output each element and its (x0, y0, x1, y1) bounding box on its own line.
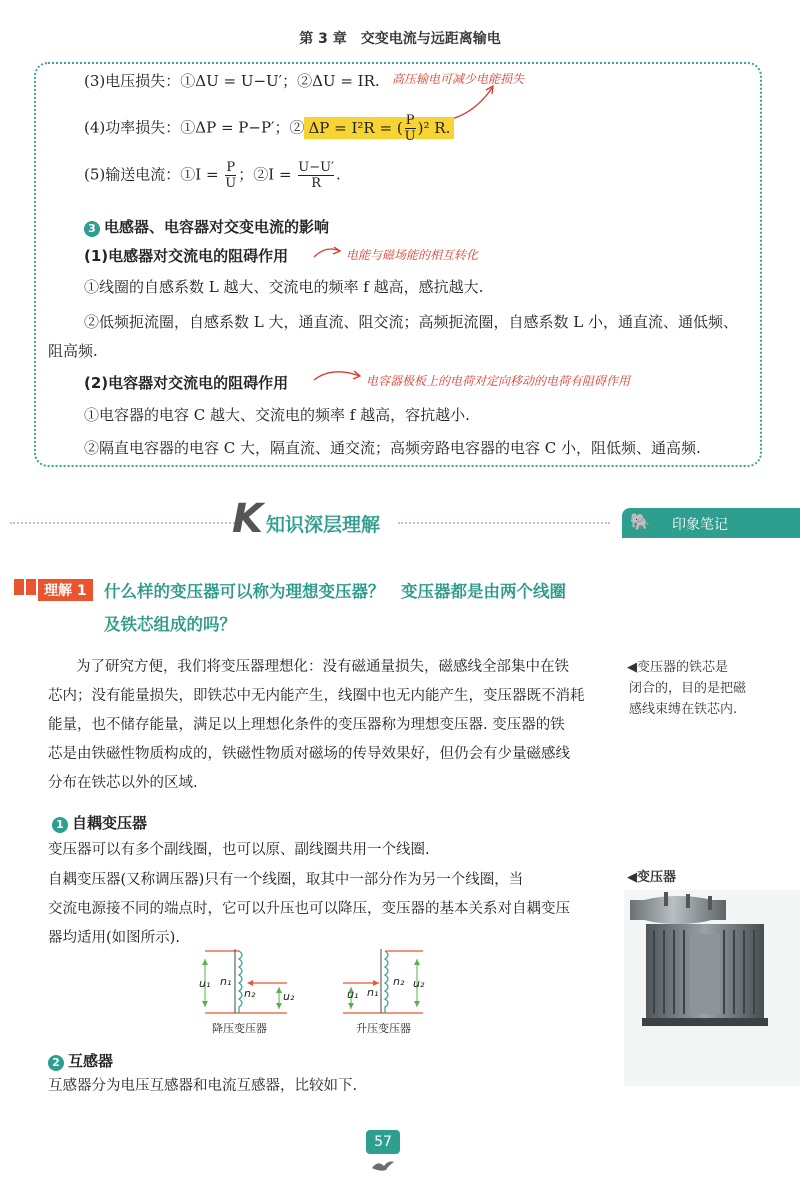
section1-p1: 变压器可以有多个副线圈，也可以原、副线圈共用一个线圈. (48, 842, 430, 858)
fig-right-n2: n₂ (393, 975, 405, 988)
power-loss-formula-a: ΔP = I²R = ( (308, 118, 403, 137)
inductor-point-2b: 阻高频. (48, 342, 98, 360)
cf1-den: U (225, 176, 237, 191)
intro-line-5: 分布在铁芯以外的区域. (48, 775, 198, 791)
capacitor-note: 电容器极板上的电荷对定向移动的电荷有阻碍作用 (366, 374, 631, 388)
section1-title: 自耦变压器 (72, 814, 148, 832)
banner-k-letter: K (232, 496, 263, 542)
side-note-line-3: 感线束缚在铁芯内. (629, 702, 738, 717)
caption-step-up: 升压变压器 (356, 1022, 411, 1035)
capacitor-point-1: ①电容器的电容 C 越大、交流电的频率 f 越高，容抗越小. (84, 406, 470, 424)
current-mid: ；②I = (238, 165, 297, 184)
impression-notes-tab (622, 508, 800, 538)
section1-p2 (48, 866, 618, 953)
frac-den: U (404, 129, 416, 144)
current-prefix: (5)输送电流：①I = (84, 165, 224, 184)
intro-line-4: 芯是由铁磁性物质构成的，铁磁性物质对磁场的传导效果好，但仍会有少量磁感线 (48, 746, 570, 762)
inductor-title: (1)电感器对交流电的阻碍作用 (84, 247, 289, 265)
current-end: . (336, 165, 341, 184)
section3-number: 3 (84, 221, 100, 237)
s1p2-line-1: 自耦变压器(又称调压器)只有一个线圈，取其中一部分作为另一个线圈，当 (48, 872, 524, 888)
caption-step-down: 降压变压器 (212, 1022, 267, 1035)
voltage-loss-line: (3)电压损失：①ΔU = U−U′；②ΔU = IR. (84, 72, 380, 90)
fig-right-n1: n₁ (367, 986, 379, 999)
current-line (84, 160, 341, 191)
cf1-num: P (226, 160, 236, 175)
section2-number: 2 (48, 1055, 64, 1071)
fig-left-u1: u₁ (199, 977, 211, 990)
note-arrow-2 (312, 243, 342, 263)
inductor-point-2a: ②低频扼流圈，自感系数 L 大，通直流、阻交流；高频扼流圈，自感系数 L 小，通直流、通低频、 (84, 313, 738, 331)
voltage-loss-note: 高压输电可减少电能损失 (392, 72, 525, 86)
transformer-photo (624, 890, 800, 1086)
note-arrow-3 (312, 364, 364, 388)
banner-left-line (10, 522, 235, 524)
power-loss-fraction (405, 113, 416, 144)
banner-right-line (398, 522, 610, 524)
power-loss-prefix: (4)功率损失：①ΔP = P−P′；② (84, 118, 305, 137)
s1p2-line-3: 器均适用(如图所示). (48, 930, 180, 946)
power-loss-line (84, 113, 454, 144)
section2-p1: 互感器分为电压互感器和电流互感器，比较如下. (48, 1078, 358, 1094)
cf2-num: U−U′ (298, 160, 335, 175)
intro-line-1: 为了研究方便，我们将变压器理想化：没有磁通量损失，磁感线全部集中在铁 (76, 659, 569, 675)
banner-title: 知识深层理解 (266, 514, 381, 536)
chapter-header: 第 3 章 交变电流与远距离输电 (299, 31, 501, 47)
side-note-line-2: 闭合的，目的是把磁 (629, 681, 747, 696)
current-frac-2 (298, 160, 334, 191)
capacitor-point-2: ②隔直电容器的电容 C 大，隔直流、通交流；高频旁路电容器的电容 C 小，阻低频、通高频. (84, 439, 701, 457)
section1-heading (52, 812, 147, 833)
fig-left-n2: n₂ (244, 987, 256, 1000)
section2-title: 互感器 (68, 1052, 114, 1070)
section3-title: 电感器、电容器对交变电流的影响 (104, 218, 330, 236)
fig-left-n1: n₁ (220, 975, 232, 988)
book-icon (14, 578, 36, 596)
section3-heading (84, 216, 329, 237)
fig-left-u2: u₂ (283, 990, 295, 1003)
side-note-transformer: ◀变压器 (627, 870, 676, 885)
bird-icon (370, 1156, 396, 1174)
power-loss-formula-b: )² R. (417, 118, 451, 137)
capacitor-title: (2)电容器对交流电的阻碍作用 (84, 374, 289, 392)
intro-paragraph (48, 653, 618, 798)
page-number: 57 (366, 1130, 400, 1154)
impression-notes-label: 印象笔记 (672, 517, 728, 533)
side-note-core (627, 657, 746, 720)
question-title-line2: 及铁芯组成的吗？ (104, 615, 236, 634)
s1p2-line-2: 交流电源接不同的端点时，它可以升压也可以降压，变压器的基本关系对自耦变压 (48, 901, 570, 917)
cf2-den: R (311, 176, 322, 191)
intro-line-2: 芯内；没有能量损失，即铁芯中无内能产生，线圈中也无内能产生，变压器既不消耗 (48, 688, 585, 704)
frac-num: P (405, 113, 415, 128)
power-loss-highlight (304, 113, 454, 144)
intro-line-3: 能量，也不储存能量，满足以上理想化条件的变压器称为理想变压器. 变压器的铁 (48, 717, 565, 733)
step-up-circuit (343, 949, 423, 1013)
side-note-line-1: ◀变压器的铁芯是 (627, 660, 728, 675)
question-badge: 理解 1 (38, 579, 93, 601)
inductor-note: 电能与磁场能的相互转化 (346, 248, 479, 262)
section2-heading (48, 1050, 113, 1071)
question-title-line1: 什么样的变压器可以称为理想变压器？ 变压器都是由两个线圈 (104, 582, 566, 601)
current-frac-1 (225, 160, 236, 191)
fig-right-u1: u₁ (347, 988, 359, 1001)
elephant-icon: 🐘 (630, 512, 650, 531)
section1-number: 1 (52, 817, 68, 833)
step-down-circuit (202, 949, 287, 1013)
inductor-point-1: ①线圈的自感系数 L 越大、交流电的频率 f 越高，感抗越大. (84, 278, 484, 296)
fig-right-u2: u₂ (413, 977, 425, 990)
